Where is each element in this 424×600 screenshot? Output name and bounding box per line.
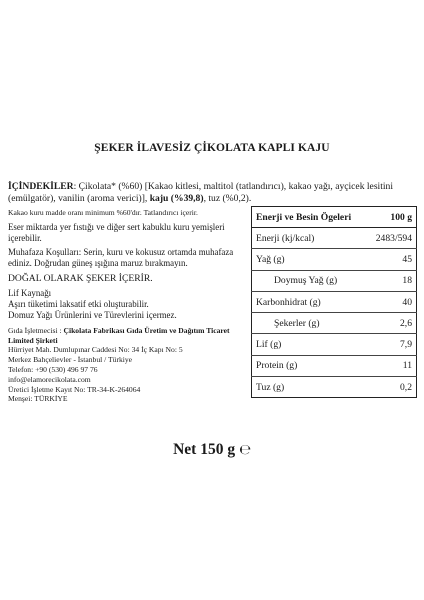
fiber-source: Lif Kaynağı — [8, 288, 52, 299]
address-line-2: Merkez Bahçelievler - İstanbul / Türkiye — [8, 355, 133, 365]
estimated-sign-icon: ℮ — [238, 442, 251, 458]
nutrition-value: 2483/594 — [367, 228, 417, 249]
address-line-1: Hürriyet Mah. Dumlupınar Caddesi No: 34 İç Kapı No: 5 — [8, 345, 183, 355]
nutrition-value: 2,6 — [367, 313, 417, 334]
storage-conditions: Muhafaza Koşulları: Serin, kuru ve kokusuz ortamda muhafaza ediniz. Doğrudan güneş ışığına maruz bırakmayın. — [8, 247, 234, 269]
cocoa-note: Kakao kuru madde oranı minimum %60'dır. Tatlandırıcı içerir. — [8, 208, 198, 217]
nutrition-value: 40 — [367, 291, 417, 312]
nutrition-value: 0,2 — [400, 381, 412, 393]
net-weight-text: Net 150 g — [173, 441, 236, 458]
nutrition-label: Doymuş Yağ (g) — [252, 270, 367, 291]
nutrition-header-label: Enerji ve Besin Ögeleri — [252, 207, 367, 228]
phone: Telefon: +90 (530) 496 97 76 — [8, 364, 98, 374]
ingredients-text-end: , tuz (%0,2). — [203, 192, 252, 204]
nutrition-header-row — [252, 207, 417, 228]
nutrition-label: Yağ (g) — [252, 249, 367, 270]
nutrition-row-fat — [252, 249, 417, 270]
email: info@elamorecikolata.com — [8, 374, 91, 384]
ingredients-block — [8, 181, 414, 204]
nutrition-value: 45 — [367, 249, 417, 270]
nutrition-label: Lif (g) — [252, 334, 367, 355]
nutrition-label: Enerji (kj/kcal) — [252, 228, 367, 249]
food-operator — [8, 326, 248, 346]
nutrition-row-carbohydrate — [252, 291, 417, 312]
ingredients-text: : Çikolata* (%60) [Kakao kitlesi, maltitol (tatlandırıcı), kakao yağı, ayçicek lesitini (emülgatör), vanilin (aroma verici)], — [8, 181, 394, 204]
nutrition-label: Karbonhidrat (g) — [252, 291, 367, 312]
registration-number: Üretici İşletme Kayıt No: TR-34-K-264064 — [8, 384, 141, 394]
origin: Menşei: TÜRKİYE — [8, 394, 68, 404]
operator-label: Gıda İşletmecisi : — [8, 325, 64, 335]
operator-name: Çikolata Fabrikası Gıda Üretim ve Dağıtım Ticaret Limited Şirketi — [8, 325, 230, 345]
nutrition-row-protein — [252, 355, 417, 376]
nutrition-value: 7,9 — [367, 334, 417, 355]
laxative-warning: Aşırı tüketimi laksatif etki oluşturabilir. — [8, 299, 149, 310]
nutrition-label: Şekerler (g) — [252, 313, 367, 334]
ingredients-kaju: kaju (%39,8) — [149, 192, 204, 204]
nutrition-row-energy — [252, 228, 417, 249]
nutrition-row-saturated-fat — [252, 270, 417, 291]
pork-free-note: Domuz Yağı Ürünlerini ve Türevlerini içermez. — [8, 309, 177, 320]
natural-sugar-note: DOĞAL OLARAK ŞEKER İÇERİR. — [8, 272, 153, 284]
nutrition-label: Tuz (g) — [256, 381, 285, 393]
nutrition-row-sugars — [252, 313, 417, 334]
nutrition-label: Protein (g) — [252, 355, 367, 376]
net-weight — [0, 441, 424, 459]
nutrition-table — [251, 206, 417, 398]
nutrition-value: 18 — [367, 270, 417, 291]
allergen-warning: Eser miktarda yer fıstığı ve diğer sert kabuklu kuru yemişleri içerebilir. — [8, 221, 225, 243]
label-info-column — [8, 208, 248, 404]
nutrition-value: 11 — [367, 355, 417, 376]
nutrition-row-salt — [252, 377, 417, 398]
product-title: ŞEKER İLAVESİZ ÇİKOLATA KAPLI KAJU — [94, 142, 330, 154]
nutrition-header-value: 100 g — [367, 207, 417, 228]
ingredients-label: İÇİNDEKİLER — [8, 181, 74, 192]
nutrition-row-fiber — [252, 334, 417, 355]
